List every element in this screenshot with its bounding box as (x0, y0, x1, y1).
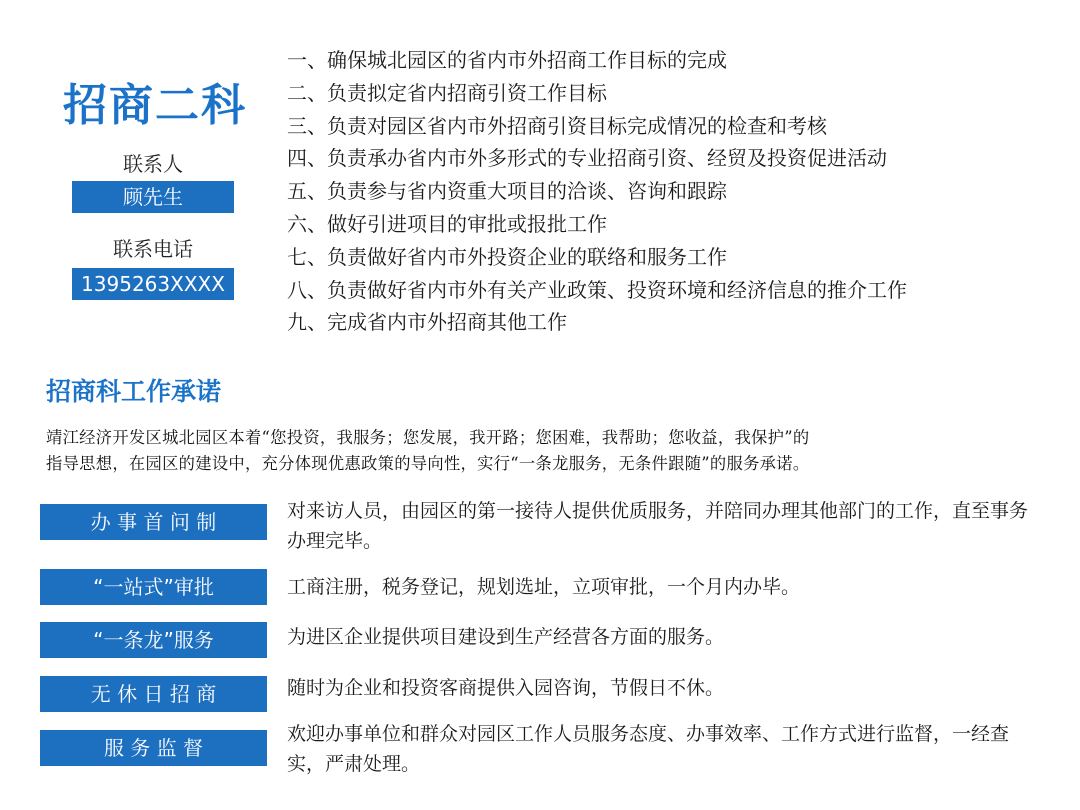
contact-phone-number: 1395263XXXX (72, 268, 234, 300)
duties-list (287, 44, 907, 339)
duty-item: 八、负责做好省内市外有关产业政策、投资环境和经济信息的推介工作 (287, 277, 907, 302)
commitment-label-one-line: “一条龙”服务 (40, 622, 267, 658)
duty-item: 四、负责承办省内市外多形式的专业招商引资、经贸及投资促进活动 (287, 146, 887, 171)
commitment-text-first-inquiry: 对来访人员，由园区的第一接待人提供优质服务，并陪同办理其他部门的工作，直至事务办理完毕。 (287, 500, 1029, 552)
duty-item: 二、负责拟定省内招商引资工作目标 (287, 80, 607, 105)
commitment-intro-line: 指导思想，在园区的建设中，充分体现优惠政策的导向性，实行“一条龙服务，无条件跟随”的服务承诺。 (46, 454, 810, 473)
contact-person-label: 联系人 (123, 152, 183, 176)
duty-item: 三、负责对园区省内市外招商引资目标完成情况的检查和考核 (287, 113, 827, 138)
commitment-label-no-holiday: 无 休 日 招 商 (40, 676, 267, 712)
duty-item: 五、负责参与省内资重大项目的洽谈、咨询和跟踪 (287, 179, 727, 204)
duty-item: 六、做好引进项目的审批或报批工作 (287, 211, 607, 236)
duty-item: 一、确保城北园区的省内市外招商工作目标的完成 (287, 48, 727, 72)
commitment-label-first-inquiry: 办 事 首 问 制 (40, 504, 267, 540)
department-title: 招商二科 (63, 80, 247, 131)
commitment-text-one-line: 为进区企业提供项目建设到生产经营各方面的服务。 (287, 626, 725, 648)
commitment-intro-line: 靖江经济开发区城北园区本着“您投资，我服务；您发展，我开路；您困难，我帮助；您收益，我保护”的 (46, 428, 810, 447)
commitment-text-no-holiday: 随时为企业和投资客商提供入园咨询，节假日不休。 (287, 677, 725, 699)
commitment-label-supervision: 服 务 监 督 (40, 730, 267, 766)
commitment-title: 招商科工作承诺 (46, 377, 222, 406)
contact-person-name: 顾先生 (72, 181, 234, 213)
duty-item: 七、负责做好省内市外投资企业的联络和服务工作 (287, 244, 727, 269)
commitment-label-one-stop: “一站式”审批 (40, 569, 267, 605)
commitment-text-supervision: 欢迎办事单位和群众对园区工作人员服务态度、办事效率、工作方式进行监督，一经查实，严肃处理。 (287, 723, 1010, 775)
commitment-text-one-stop: 工商注册，税务登记，规划选址，立项审批，一个月内办毕。 (287, 576, 801, 598)
contact-phone-label: 联系电话 (113, 237, 193, 261)
commitment-intro (46, 425, 1046, 477)
duty-item: 九、完成省内市外招商其他工作 (287, 310, 567, 335)
